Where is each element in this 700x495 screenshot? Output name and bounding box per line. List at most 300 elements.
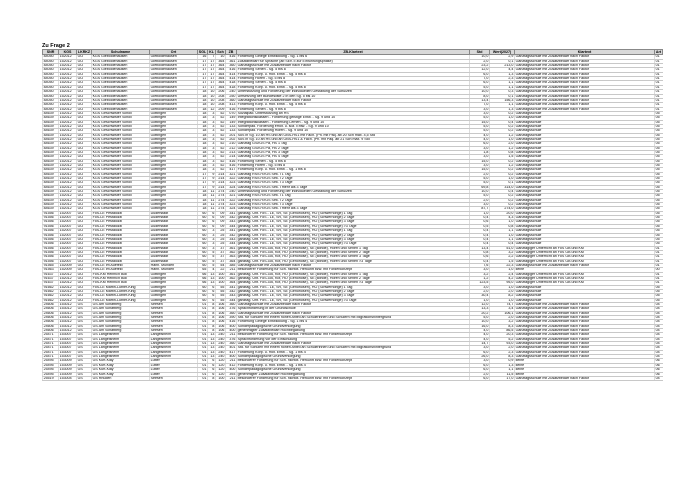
table-cell: 274,0 bbox=[490, 207, 515, 211]
table-cell: 05 bbox=[655, 146, 663, 150]
table-cell: Ganztägiger Unterricht an FöS GB und KM bbox=[515, 250, 655, 254]
table-cell: 54 bbox=[216, 263, 226, 267]
table-cell: 364 bbox=[216, 85, 226, 89]
table-cell: 13 bbox=[208, 342, 216, 346]
table-cell: 74,7 bbox=[490, 303, 515, 307]
table-cell: 0,1 bbox=[490, 181, 515, 185]
table-cell: 376 bbox=[226, 337, 237, 341]
table-cell: 343 bbox=[226, 294, 237, 298]
table-cell: Ganztagsschule mit Zusatzbedarf nach Faktor bbox=[515, 303, 655, 307]
table-cell: 418 bbox=[226, 81, 237, 85]
table-cell: FöS-LE Martin-Luther-King bbox=[92, 285, 150, 289]
table-cell: 213,0 bbox=[490, 64, 515, 68]
table-cell: 05 bbox=[655, 285, 663, 289]
table-cell: KGS Gieboldehausen bbox=[92, 64, 150, 68]
table-cell: 106 bbox=[216, 307, 226, 311]
table-cell: 84639 bbox=[43, 146, 59, 150]
table-cell: 01 bbox=[198, 355, 208, 359]
table-cell: 60 bbox=[198, 285, 208, 289]
table-cell: Ganztagsschule bbox=[515, 229, 655, 233]
table-cell: 25471 bbox=[43, 342, 59, 346]
table-cell: GS Am Schäfberg bbox=[92, 320, 150, 324]
table-cell: 3 bbox=[208, 129, 216, 133]
table-cell: 01 bbox=[655, 72, 663, 76]
table-cell: Förderung Körp. u. mot. Entw. - Sg. 1 bis 4 bbox=[237, 350, 470, 354]
table-cell: 9 bbox=[208, 177, 216, 181]
table-cell: Ganztag RS/GY/IGS Sek. I 1 Tag bbox=[237, 194, 470, 198]
table-cell: 214 bbox=[216, 172, 226, 176]
table-cell: ganztäg. Unt. FöS - LE, SR, SE (Gehörlosen), HÖ (Schwerhörige) 2 Tage bbox=[237, 233, 470, 237]
table-cell: Ganztag RS/GY/IGS Sek. I 3 Tage bbox=[237, 181, 470, 185]
table-cell: GÖ bbox=[77, 155, 92, 159]
table-cell: 84050 bbox=[43, 94, 59, 98]
table-cell: 3,2 bbox=[490, 250, 515, 254]
table-cell: Ganztagsschule bbox=[515, 198, 655, 202]
table-cell: FöS-LE Martin-Luther-King bbox=[92, 289, 150, 293]
table-cell: 84639 bbox=[43, 172, 59, 176]
table-cell: 3,0 bbox=[470, 359, 490, 363]
table-cell: 05 bbox=[655, 142, 663, 146]
table-cell: GS Am Schäfberg bbox=[92, 311, 150, 315]
table-cell: KGS Geschwister Scholl bbox=[92, 190, 150, 194]
table-cell: KGS Gieboldehausen bbox=[92, 55, 150, 59]
table-cell: KGS Geschwister Scholl bbox=[92, 129, 150, 133]
table-cell: genehmigter Zusatzbedarf Hochbegabung bbox=[237, 372, 470, 376]
table-cell: 211 bbox=[226, 359, 237, 363]
table-cell: GÖ bbox=[77, 124, 92, 128]
table-cell: GS bbox=[77, 307, 92, 311]
table-cell: 7,0 bbox=[470, 77, 490, 81]
table-cell: Ganztagsschule bbox=[515, 146, 655, 150]
table-cell: 05 bbox=[655, 177, 663, 181]
table-cell: 25471 bbox=[43, 346, 59, 350]
table-cell: 153012 bbox=[59, 311, 77, 315]
table-cell: 364 bbox=[216, 81, 226, 85]
table-cell: 1,1 bbox=[490, 229, 515, 233]
table-cell: 60 bbox=[198, 259, 208, 263]
table-cell: Ganztägiger Unterricht an FöS GB und KM bbox=[515, 276, 655, 280]
table-cell: 18 bbox=[198, 164, 208, 168]
table-cell: 360 bbox=[226, 342, 237, 346]
table-cell: Göttingen bbox=[150, 133, 198, 137]
table-cell: 400 bbox=[226, 324, 237, 328]
table-cell: 214 bbox=[226, 155, 237, 159]
table-cell: 84639 bbox=[43, 185, 59, 189]
table-cell: Ganztagsschule bbox=[515, 242, 655, 246]
table-cell: 416 bbox=[226, 320, 237, 324]
table-cell: ganztäg. Unt. FöS-GB, KM, HÖ (Gehörlose), SE (Blinde), Hören und Sehen 2 Tage bbox=[237, 250, 470, 254]
table-cell: KGS Geschwister Scholl bbox=[92, 172, 150, 176]
table-cell: 152012 bbox=[59, 294, 77, 298]
table-cell: 1,1 bbox=[490, 237, 515, 241]
table-cell: 152007 bbox=[59, 224, 77, 228]
table-cell: 05 bbox=[655, 190, 663, 194]
table-cell: Sonderpädagogische Grundversorgung bbox=[237, 368, 470, 372]
table-cell: 13 bbox=[208, 355, 216, 359]
table-cell: GS bbox=[77, 324, 92, 328]
table-cell: KGS Gieboldehausen bbox=[92, 90, 150, 94]
table-cell: 10,0 bbox=[470, 55, 490, 59]
table-cell: KGS Gieboldehausen bbox=[92, 59, 150, 63]
table-cell: 5,2 bbox=[490, 337, 515, 341]
table-cell: 04 bbox=[655, 350, 663, 354]
table-cell: Gieboldehausen bbox=[150, 103, 198, 107]
table-cell: FöS-LE Pestalozzi bbox=[92, 250, 150, 254]
table-cell: KGS Geschwister Scholl bbox=[92, 142, 150, 146]
table-cell: Göttingen bbox=[150, 177, 198, 181]
table-cell: 152012 bbox=[59, 298, 77, 302]
table-cell: Förderung Sehen - Sg. 5 bis 8 bbox=[237, 68, 470, 72]
table-cell: 0,2 bbox=[490, 124, 515, 128]
table-cell: 0,2 bbox=[490, 198, 515, 202]
table-cell: Ganztagsschule bbox=[515, 159, 655, 163]
table-cell: Förderung Körp. u. mot. Entw. - Sg. 5 bis 8 bbox=[237, 85, 470, 89]
table-cell: 84639 bbox=[43, 159, 59, 163]
table-cell: 364 bbox=[216, 68, 226, 72]
table-cell: ganztäg. Unt. FöS - LE, SR, SE (Gehörlosen), HÖ (Schwerhörige) 1 Tag bbox=[237, 229, 470, 233]
table-cell: Ganztagsschule bbox=[515, 116, 655, 120]
table-cell: 341 bbox=[226, 211, 237, 215]
table-cell: KGS Gieboldehausen bbox=[92, 107, 150, 111]
table-cell: 18 bbox=[198, 155, 208, 159]
table-cell: 400 bbox=[226, 329, 237, 333]
table-cell: keine bbox=[515, 368, 655, 372]
table-cell: 37 bbox=[216, 259, 226, 263]
table-cell: 10,0 bbox=[470, 90, 490, 94]
table-cell: 01 bbox=[655, 246, 663, 250]
table-cell: 84639 bbox=[43, 137, 59, 141]
table-cell: 401 bbox=[226, 346, 237, 350]
table-cell: Ganztag RS/GY/IGS Sek. I 1 Tag bbox=[237, 172, 470, 176]
table-cell: 314,0 bbox=[490, 185, 515, 189]
table-cell: Ganztagsschule bbox=[515, 190, 655, 194]
column-header: KGS bbox=[59, 50, 77, 55]
table-cell: 91637 bbox=[43, 272, 59, 276]
table-cell: 152012 bbox=[59, 142, 77, 146]
table-cell: 04 bbox=[655, 329, 663, 333]
table-cell: 152012 bbox=[59, 181, 77, 185]
table-cell: 0,6 bbox=[470, 220, 490, 224]
table-cell: 0,4 bbox=[490, 190, 515, 194]
table-cell: 210 bbox=[226, 142, 237, 146]
table-cell: 91556 bbox=[43, 250, 59, 254]
table-cell: 324 bbox=[226, 207, 237, 211]
table-cell: 152012 bbox=[59, 198, 77, 202]
table-cell: 84639 bbox=[43, 164, 59, 168]
table-cell: 05 bbox=[655, 211, 663, 215]
table-cell: 8 bbox=[208, 303, 216, 307]
table-cell: 05 bbox=[655, 289, 663, 293]
table-cell: 0,4 bbox=[470, 216, 490, 220]
table-cell: 05 bbox=[655, 133, 663, 137]
table-cell: Ganztagsschule bbox=[515, 133, 655, 137]
table-cell: 120 bbox=[216, 372, 226, 376]
table-cell: 01 bbox=[655, 68, 663, 72]
table-cell: GS bbox=[77, 372, 92, 376]
table-cell: 20,3 bbox=[490, 333, 515, 337]
table-cell: ganztäg. Unt. FöS - LE, SR, SE (Gehörlosen), HÖ (Schwerhörige) 1 Tag bbox=[237, 211, 470, 215]
table-cell: besonderer Förderung für Sch. nichtdt. Herkunft bzw. mit Förderkonzept bbox=[237, 376, 470, 380]
table-cell: 152012 bbox=[59, 85, 77, 89]
table-cell: 00 bbox=[655, 268, 663, 272]
table-cell: Göttingen bbox=[150, 159, 198, 163]
table-cell: 3 bbox=[208, 233, 216, 237]
table-cell: 152012 bbox=[59, 55, 77, 59]
table-cell: Ganztagsschule bbox=[515, 168, 655, 172]
table-cell: 84639 bbox=[43, 203, 59, 207]
table-cell: Ganztagsschule bbox=[515, 224, 655, 228]
table-cell: 3 bbox=[208, 150, 216, 154]
table-cell: 10,0 bbox=[470, 320, 490, 324]
table-cell: 55 bbox=[216, 285, 226, 289]
table-cell: GÖ bbox=[77, 281, 92, 285]
table-cell: 5 bbox=[208, 255, 216, 259]
table-cell: 201 bbox=[226, 133, 237, 137]
table-cell: FöS-LE im Auefeld bbox=[92, 268, 150, 272]
table-cell: GS bbox=[77, 355, 92, 359]
table-cell: GÖ bbox=[77, 246, 92, 250]
table-cell: keine bbox=[515, 359, 655, 363]
table-cell: 09 bbox=[216, 216, 226, 220]
table-cell: SuS in Sg. 10 an HS und an OBS-HS1 & Fach. (Pfl. mit Päq. ab 21 Sch max. 9 Std bbox=[237, 137, 470, 141]
table-cell: 274 bbox=[216, 194, 226, 198]
table-cell: 206 bbox=[216, 90, 226, 94]
table-cell: FöS-KM Heinrich Böll bbox=[92, 276, 150, 280]
table-cell: 152012 bbox=[59, 177, 77, 181]
table-cell: Ganztagsschule mit Zusatzbedarf nach Faktor bbox=[515, 350, 655, 354]
table-cell: 84050 bbox=[43, 77, 59, 81]
table-cell: 13,3 bbox=[470, 307, 490, 311]
table-cell: 52 bbox=[216, 111, 226, 115]
table-cell: Gieboldehausen bbox=[150, 90, 198, 94]
table-cell: Ganztagsschule bbox=[515, 211, 655, 215]
table-cell: KGS Geschwister Scholl bbox=[92, 198, 150, 202]
table-cell: 05 bbox=[655, 220, 663, 224]
table-cell: 01 bbox=[655, 59, 663, 63]
table-cell: 84639 bbox=[43, 150, 59, 154]
table-cell: ganztäg. Unt. FöS - LE, SR, SE (Gehörlosen), HÖ (Schwerhörige) >3 Tage bbox=[237, 224, 470, 228]
table-cell: 91556 bbox=[43, 242, 59, 246]
table-cell: GÖ bbox=[77, 229, 92, 233]
table-cell: 24606 bbox=[43, 311, 59, 315]
table-cell: 6 bbox=[208, 216, 216, 220]
table-cell: 8,3 bbox=[490, 355, 515, 359]
table-cell: 04 bbox=[655, 346, 663, 350]
table-cell: 240 bbox=[216, 337, 226, 341]
table-cell: 153012 bbox=[59, 303, 77, 307]
table-cell: 05 bbox=[655, 242, 663, 246]
table-cell: 4,0 bbox=[470, 137, 490, 141]
table-cell: 60 bbox=[198, 229, 208, 233]
table-cell: ganztäg. Unt. FöS-GB, KM, HÖ (Gehörlose), SE (Blinde), Hören und Sehen 2 Tage bbox=[237, 276, 470, 280]
table-cell: 52 bbox=[216, 155, 226, 159]
table-cell: FöS-LE Pestalozzi bbox=[92, 220, 150, 224]
table-cell: FöS-LE Pestalozzi bbox=[92, 233, 150, 237]
table-cell: 04 bbox=[655, 324, 663, 328]
table-cell: 153012 bbox=[59, 324, 77, 328]
table-cell: 5 bbox=[208, 263, 216, 267]
table-cell: 3 bbox=[208, 111, 216, 115]
table-cell: KGS Gieboldehausen bbox=[92, 77, 150, 81]
table-cell: 416 bbox=[226, 107, 237, 111]
table-cell: 37 bbox=[216, 250, 226, 254]
table-cell: 0,8 bbox=[490, 224, 515, 228]
table-row bbox=[43, 376, 663, 380]
table-cell: 342 bbox=[226, 216, 237, 220]
table-cell: 153009 bbox=[59, 363, 77, 367]
table-cell: Lutter bbox=[150, 368, 198, 372]
table-cell: Gieboldehausen bbox=[150, 107, 198, 111]
table-cell: 01 bbox=[655, 64, 663, 68]
table-cell: 2,0 bbox=[470, 372, 490, 376]
table-cell: 25471 bbox=[43, 333, 59, 337]
table-cell: 05 bbox=[655, 181, 663, 185]
table-cell: Ganztagsschule mit Zusatzbedarf nach Faktor bbox=[515, 59, 655, 63]
table-cell: 106 bbox=[216, 311, 226, 315]
table-cell: Förderung Sehen - Sg. 5 bis 8 bbox=[237, 81, 470, 85]
table-cell: 4,4 bbox=[490, 68, 515, 72]
table-cell: 17 bbox=[198, 81, 208, 85]
table-cell: 6 bbox=[208, 220, 216, 224]
table-cell: 153007 bbox=[59, 342, 77, 346]
table-cell: GÖ bbox=[77, 237, 92, 241]
table-cell: besonderer Förderung für Sch. nichtdt. Herkunft bzw. mit Förderkonzept bbox=[237, 268, 470, 272]
table-cell: 17 bbox=[208, 72, 216, 76]
table-cell: 52 bbox=[216, 124, 226, 128]
table-cell: 152012 bbox=[59, 168, 77, 172]
table-cell: Ganztagsschule bbox=[515, 164, 655, 168]
table-cell: Ganztagsschule mit Zusatzbedarf nach Faktor bbox=[515, 85, 655, 89]
table-cell: Göttingen bbox=[150, 120, 198, 124]
table-cell: GÖ bbox=[77, 159, 92, 163]
table-cell: 240 bbox=[226, 90, 237, 94]
table-cell: Gieboldehausen bbox=[150, 85, 198, 89]
table-cell: GÖ bbox=[77, 64, 92, 68]
table-cell: 25495 bbox=[43, 359, 59, 363]
table-cell: Ganztagsschule mit Zusatzbedarf nach Faktor bbox=[515, 72, 655, 76]
table-cell: Seesen bbox=[150, 303, 198, 307]
table-cell: 3,0 bbox=[470, 111, 490, 115]
table-cell: Ganztag RS/GY/IGS Sek. I 3 Tage bbox=[237, 203, 470, 207]
table-cell: Göttingen bbox=[150, 272, 198, 276]
table-cell: Seesen bbox=[150, 307, 198, 311]
table-cell: 01 bbox=[198, 307, 208, 311]
table-cell: 91556 bbox=[43, 255, 59, 259]
table-cell: Ganztagsschule bbox=[515, 142, 655, 146]
table-cell: Ganztägiger Unterricht an FöS GB und KM bbox=[515, 259, 655, 263]
table-cell: 3,0 bbox=[470, 146, 490, 150]
table-cell: 84639 bbox=[43, 198, 59, 202]
table-cell: Langelsheim bbox=[150, 342, 198, 346]
table-cell: Duderstadt bbox=[150, 246, 198, 250]
table-cell: 17 bbox=[208, 85, 216, 89]
table-cell: GÖ bbox=[77, 203, 92, 207]
table-cell: 417 bbox=[226, 168, 237, 172]
table-cell: 7 bbox=[208, 55, 216, 59]
table-cell: Duderstadt bbox=[150, 224, 198, 228]
table-cell: 152012 bbox=[59, 185, 77, 189]
table-cell: 18 bbox=[198, 98, 208, 102]
table-cell: 9 bbox=[208, 181, 216, 185]
table-cell: 323 bbox=[226, 181, 237, 185]
table-cell: 5,0 bbox=[470, 85, 490, 89]
table-cell: 152007 bbox=[59, 229, 77, 233]
table-cell: 04 bbox=[655, 316, 663, 320]
table-cell: GÖ bbox=[77, 207, 92, 211]
table-cell: 3,0 bbox=[470, 268, 490, 272]
table-cell: 418 bbox=[226, 85, 237, 89]
table-cell: 3 bbox=[208, 124, 216, 128]
table-cell: 202 bbox=[226, 137, 237, 141]
table-cell: Zusatzbedarf für Sprache (ab SEK II zur Einführungsphase) bbox=[237, 59, 470, 63]
table-cell: 212 bbox=[226, 146, 237, 150]
table-cell: 84639 bbox=[43, 142, 59, 146]
table-cell: Duderstadt bbox=[150, 220, 198, 224]
table-cell: 84050 bbox=[43, 90, 59, 94]
table-cell: 24606 bbox=[43, 324, 59, 328]
table-cell: 343 bbox=[226, 237, 237, 241]
table-cell: Integrationsklassen - Förderung Lernen - Sg. 9 und 10 bbox=[237, 120, 470, 124]
table-cell: KGS Gieboldehausen bbox=[92, 81, 150, 85]
table-cell: 14,7 bbox=[470, 342, 490, 346]
table-cell: 25 bbox=[216, 229, 226, 233]
table-cell: 152012 bbox=[59, 289, 77, 293]
table-cell: KGS Geschwister Scholl bbox=[92, 177, 150, 181]
table-cell: 51,0 bbox=[490, 246, 515, 250]
table-cell: 364 bbox=[226, 259, 237, 263]
table-cell: 91637 bbox=[43, 276, 59, 280]
table-cell: GS Kurt-Klay bbox=[92, 363, 150, 367]
table-cell: 153012 bbox=[59, 329, 77, 333]
table-cell: 18 bbox=[198, 207, 208, 211]
table-cell: 1,0 bbox=[490, 116, 515, 120]
table-cell: Hann. Münden bbox=[150, 268, 198, 272]
table-cell: 01 bbox=[655, 263, 663, 267]
table-cell: 344 bbox=[226, 298, 237, 302]
table-cell: Ganztagsschule bbox=[515, 237, 655, 241]
table-cell: 25471 bbox=[43, 350, 59, 354]
table-cell: Ganztag GS/IGS Pä, HS 4 Tage bbox=[237, 155, 470, 159]
table-cell: 01 bbox=[655, 90, 663, 94]
table-cell: 153009 bbox=[59, 372, 77, 376]
table-cell: 152012 bbox=[59, 77, 77, 81]
table-cell: 11 bbox=[208, 207, 216, 211]
table-cell: GÖ bbox=[77, 142, 92, 146]
table-cell: GS Langelsheim bbox=[92, 333, 150, 337]
table-cell: Duderstadt bbox=[150, 259, 198, 263]
table-cell: 106 bbox=[216, 320, 226, 324]
table-cell: 16,0 bbox=[470, 324, 490, 328]
table-cell: 274 bbox=[216, 190, 226, 194]
table-cell: 17 bbox=[198, 77, 208, 81]
table-cell: Ganztagsschule mit Zusatzbedarf nach Faktor bbox=[237, 98, 470, 102]
table-cell: 84639 bbox=[43, 194, 59, 198]
table-cell: 26,0 bbox=[470, 355, 490, 359]
table-cell: 60 bbox=[198, 294, 208, 298]
table-cell: GÖ bbox=[77, 94, 92, 98]
table-cell: FöS-KM Heinrich Böll bbox=[92, 281, 150, 285]
table-cell: 6 bbox=[208, 298, 216, 302]
table-cell: ganztäg. Unt. FöS-GB, KM, HÖ (Gehörlose), SE (Blinde), Hören und Sehen >3 Tage bbox=[237, 259, 470, 263]
table-cell: KGS Geschwister Scholl bbox=[92, 155, 150, 159]
table-cell: 69,8 bbox=[470, 185, 490, 189]
table-cell: Langelsheim bbox=[150, 346, 198, 350]
table-cell: 04 bbox=[655, 320, 663, 324]
table-cell: GÖ bbox=[77, 298, 92, 302]
table-cell: 01 bbox=[198, 350, 208, 354]
table-cell: GÖ bbox=[77, 276, 92, 280]
table-cell: 363 bbox=[226, 255, 237, 259]
